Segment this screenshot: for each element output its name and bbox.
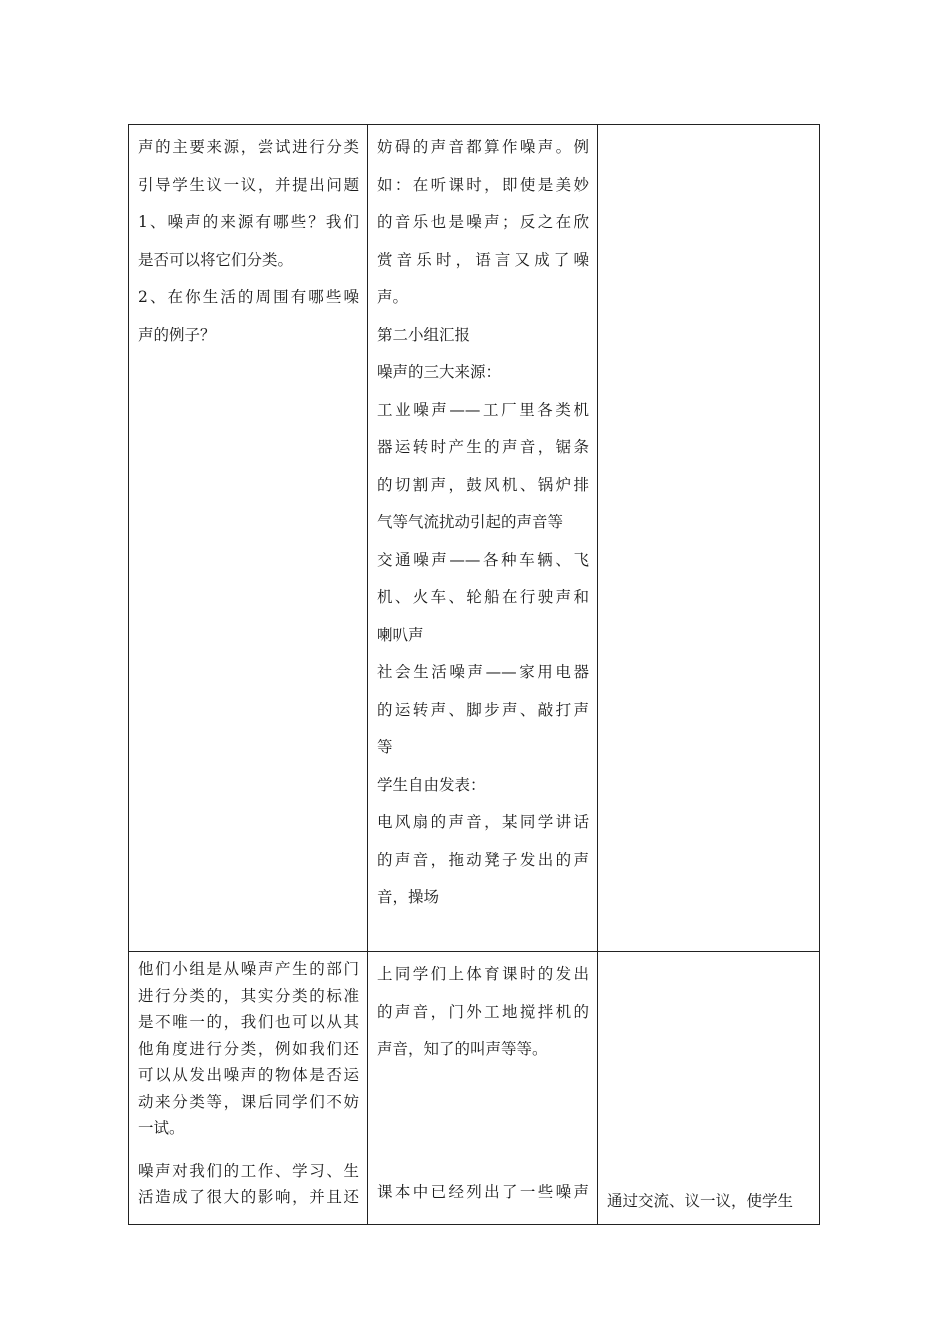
text-line: 他角度进行分类，例如我们还	[138, 1039, 359, 1058]
text-line: 是否可以将它们分类。	[138, 250, 294, 269]
text-line: 如：在听课时，即使是美妙	[377, 175, 589, 194]
table-row	[129, 952, 820, 1225]
student-activity-cell	[368, 952, 598, 1225]
blank-line	[377, 1069, 589, 1107]
text-line: 的切割声，鼓风机、锅炉排	[377, 475, 589, 494]
text-line: 的音乐也是噪声；反之在欣	[377, 213, 589, 231]
text-line: 声的例子？	[138, 325, 216, 344]
text-line: 动来分类等，课后同学们不妨	[138, 1092, 359, 1111]
design-intent-cell	[598, 125, 820, 952]
table-row	[129, 125, 820, 952]
text-line: 声音，知了的叫声等等。	[377, 1040, 548, 1058]
text-line: 工业噪声——工厂里各类机	[377, 400, 589, 419]
text-line: 上同学们上体育课时的发出	[377, 965, 589, 983]
text-line: 声。	[377, 288, 409, 306]
text-line: 他们小组是从噪声产生的部门	[138, 960, 359, 978]
text-line: 第二小组汇报	[377, 325, 471, 344]
paragraph-gap	[138, 1142, 359, 1158]
text-line: 一试。	[138, 1119, 185, 1137]
blank-line	[607, 1106, 811, 1144]
student-activity-cell	[368, 125, 598, 952]
text-line: 社会生活噪声——家用电器	[377, 663, 589, 681]
text-line: 可以从发出噪声的物体是否运	[138, 1066, 359, 1084]
lesson-plan-table	[128, 124, 820, 1225]
text-line: 交通噪声——各种车辆、飞	[377, 550, 589, 569]
text-line: 进行分类的，其实分类的标准	[138, 986, 359, 1005]
teacher-activity-cell	[129, 952, 368, 1225]
blank-line	[607, 1031, 811, 1069]
blank-line	[607, 956, 811, 994]
blank-line	[377, 1106, 589, 1144]
text-line: 妨碍的声音都算作噪声。例	[377, 138, 589, 156]
blank-line	[607, 1144, 811, 1183]
text-line: 气等气流扰动引起的声音等	[377, 513, 564, 531]
text-line: 是不唯一的，我们也可以从其	[138, 1013, 359, 1031]
design-intent-cell	[598, 952, 820, 1225]
text-line: 噪声的三大来源：	[377, 363, 502, 381]
text-line: 的运转声、脚步声、敲打声	[377, 700, 589, 719]
text-line: 喇叭声	[377, 625, 424, 644]
text-line: 电风扇的声音，某同学讲话	[377, 813, 589, 831]
text-line: 等	[377, 738, 393, 756]
text-line: 活造成了很大的影响，并且还	[138, 1188, 359, 1206]
text-line: 2、在你生活的周围有哪些噪	[138, 288, 359, 306]
text-line: 的声音，门外工地搅拌机的	[377, 1002, 589, 1021]
text-line: 噪声对我们的工作、学习、生	[138, 1161, 359, 1180]
text-line: 学生自由发表：	[377, 775, 486, 794]
blank-line	[607, 1069, 811, 1107]
text-line: 音，操场	[377, 888, 440, 906]
text-line: 的声音，拖动凳子发出的声	[377, 850, 589, 869]
text-line: 机、火车、轮船在行驶声和	[377, 588, 589, 606]
text-line: 器运转时产生的声音，锯条	[377, 438, 589, 456]
text-line: 1、噪声的来源有哪些？我们	[138, 213, 359, 231]
text-line: 课本中已经列出了一些噪声	[377, 1182, 589, 1201]
teacher-activity-cell	[129, 125, 368, 952]
text-line: 赏音乐时，语言又成了噪	[377, 250, 589, 269]
blank-line	[377, 1144, 589, 1174]
text-line: 通过交流、议一议，使学生	[607, 1191, 794, 1210]
text-line: 引导学生议一议，并提出问题	[138, 175, 359, 194]
text-line: 声的主要来源，尝试进行分类	[138, 138, 359, 156]
blank-line	[607, 994, 811, 1032]
